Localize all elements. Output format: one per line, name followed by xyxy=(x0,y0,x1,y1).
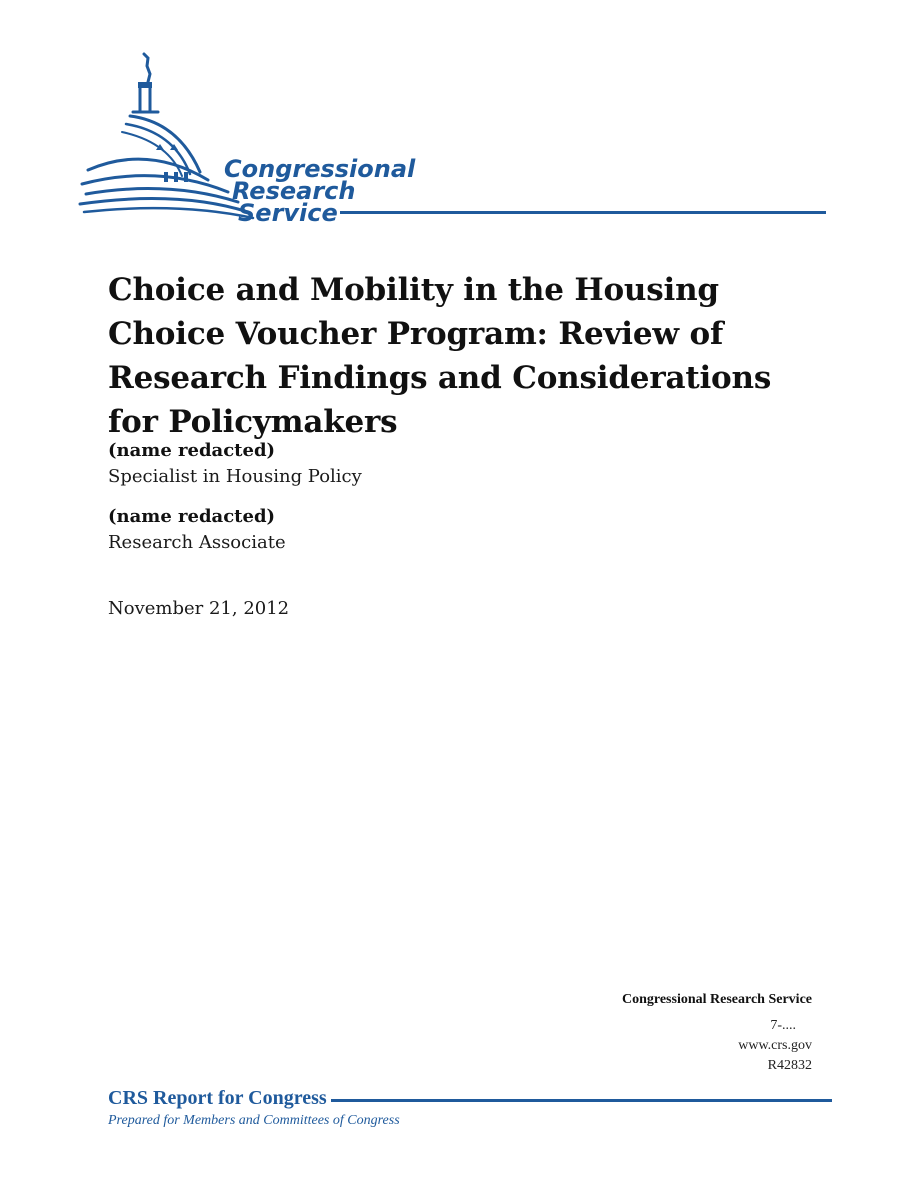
report-title: Choice and Mobility in the Housing Choice Voucher Program: Review of Research Findings and Considerations for Policymakers xyxy=(108,272,772,440)
footer-subtitle: Prepared for Members and Committees of Congress xyxy=(108,1113,400,1128)
logo-text-research: Research xyxy=(232,177,356,205)
footer-title: CRS Report for Congress xyxy=(108,1087,327,1109)
meta-website-link[interactable]: www.crs.gov xyxy=(738,1038,812,1053)
report-footer xyxy=(108,1085,832,1131)
author-block xyxy=(108,504,608,556)
author-list xyxy=(108,438,608,570)
logo-rule xyxy=(340,211,826,214)
logo-text-congressional: Congressional xyxy=(224,155,416,183)
author-block xyxy=(108,438,608,490)
author-role: Research Associate xyxy=(108,532,286,553)
capitol-dome-icon xyxy=(78,52,838,227)
report-meta xyxy=(622,990,812,1076)
report-date: November 21, 2012 xyxy=(108,598,290,619)
meta-code: 7-.... xyxy=(770,1018,796,1033)
author-name: (name redacted) xyxy=(108,440,276,461)
meta-org: Congressional Research Service xyxy=(621,992,812,1007)
footer-title-row xyxy=(108,1085,832,1111)
meta-report-number: R42832 xyxy=(767,1058,812,1073)
logo-text-service: Service xyxy=(238,199,338,227)
author-role: Specialist in Housing Policy xyxy=(108,466,362,487)
author-name: (name redacted) xyxy=(108,506,276,527)
footer-rule xyxy=(331,1099,832,1102)
crs-logo xyxy=(78,52,838,227)
